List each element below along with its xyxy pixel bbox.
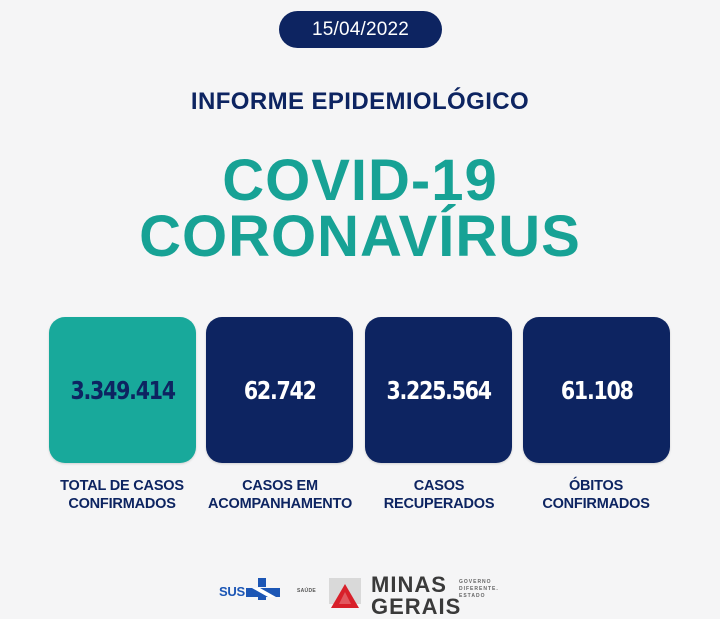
label-line: CASOS — [413, 478, 465, 494]
stat-label-in-monitoring — [195, 477, 365, 513]
footer-logos — [0, 572, 720, 619]
stat-label-total-confirmed — [37, 477, 207, 513]
label-line: ACOMPANHAMENTO — [207, 496, 353, 512]
minas-label: MINAS — [371, 572, 447, 597]
report-subtitle: INFORME EPIDEMIOLÓGICO — [190, 88, 530, 115]
saude-label: SAÚDE — [297, 588, 317, 594]
date-text: 15/04/2022 — [311, 18, 410, 40]
stat-value-deaths: 61.108 — [560, 375, 633, 405]
government-tagline — [459, 579, 499, 600]
stat-label-recovered — [354, 477, 524, 513]
stat-card-total-confirmed — [49, 317, 196, 463]
label-line: CASOS EM — [242, 478, 318, 494]
stat-value-total-confirmed: 3.349.414 — [70, 375, 175, 405]
stat-value-in-monitoring: 62.742 — [243, 375, 316, 405]
stat-value-recovered: 3.225.564 — [386, 375, 491, 405]
stat-card-deaths — [523, 317, 670, 463]
label-line: RECUPERADOS — [383, 496, 495, 512]
tagline-line: DIFERENTE. — [459, 586, 499, 592]
title-covid: COVID-19 — [222, 148, 498, 213]
gerais-label: GERAIS — [371, 594, 462, 619]
title-coronavirus: CORONAVÍRUS — [139, 204, 581, 269]
label-line: ÓBITOS — [568, 478, 624, 494]
sus-cross-icon — [246, 578, 282, 600]
date-badge — [279, 11, 442, 48]
stat-card-in-monitoring — [206, 317, 353, 463]
stat-card-recovered — [365, 317, 512, 463]
label-line: TOTAL DE CASOS — [60, 478, 184, 494]
sus-logo-text: SUS — [219, 584, 245, 599]
tagline-line: ESTADO — [459, 593, 486, 599]
minas-gerais-flag-icon — [329, 578, 361, 604]
tagline-line: GOVERNO — [459, 579, 492, 585]
label-line: CONFIRMADOS — [542, 496, 650, 512]
stat-label-deaths — [511, 477, 681, 513]
label-line: CONFIRMADOS — [68, 496, 176, 512]
